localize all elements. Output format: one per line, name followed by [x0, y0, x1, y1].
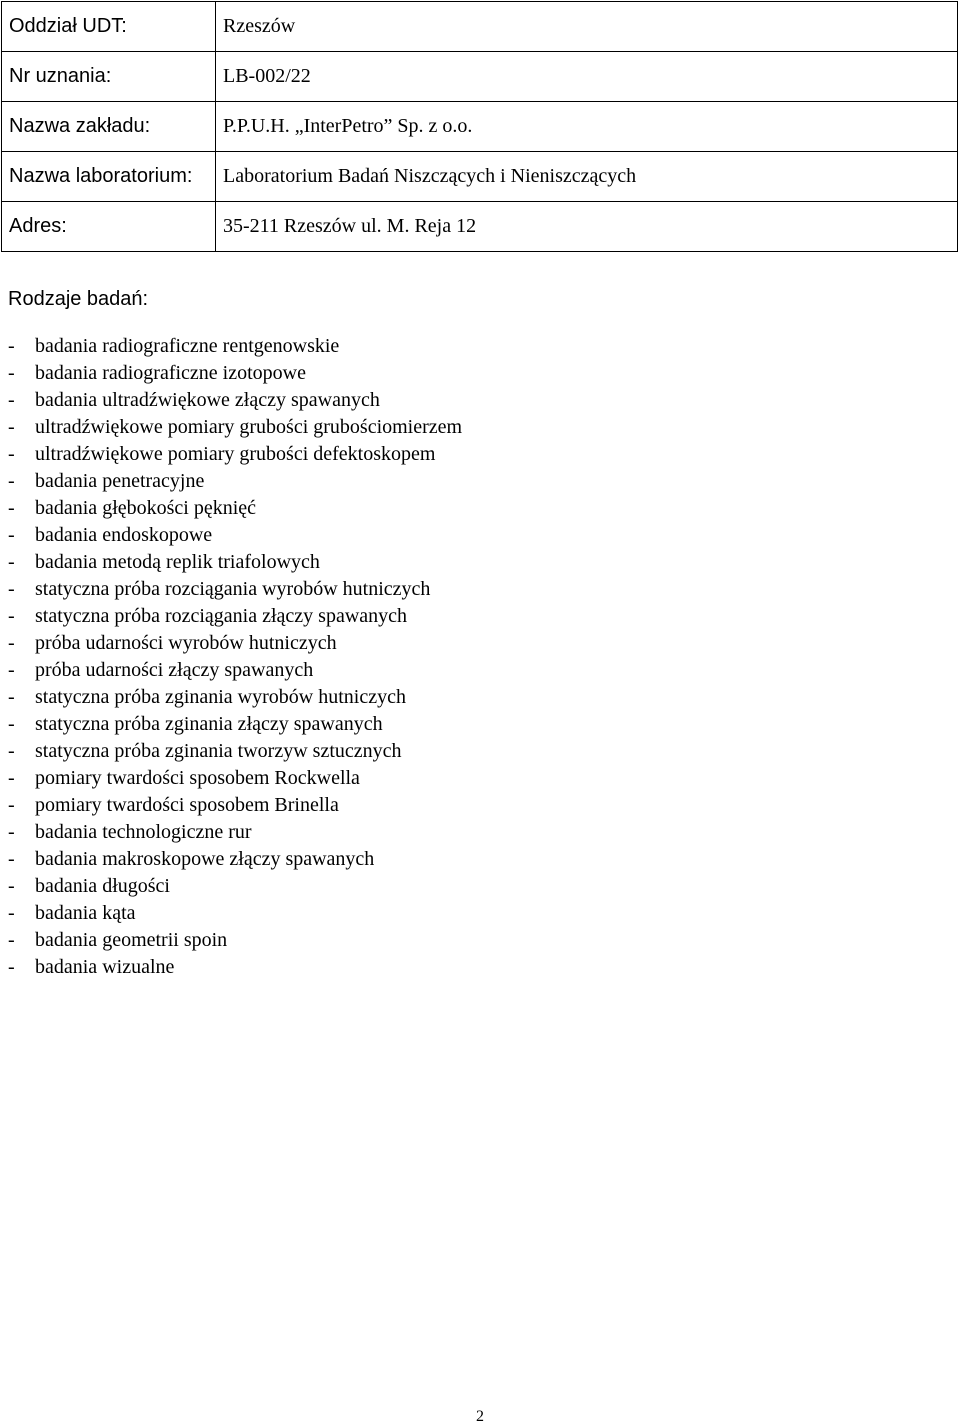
list-item: [8, 657, 462, 684]
list-item-text: statyczna próba zginania tworzyw sztucznych: [35, 740, 402, 762]
list-bullet: -: [8, 740, 15, 762]
branch-value: Rzeszów: [216, 2, 958, 52]
list-bullet: -: [8, 767, 15, 789]
list-bullet: -: [8, 632, 15, 654]
list-item-text: badania głębokości pęknięć: [35, 497, 257, 519]
list-item-text: badania kąta: [35, 902, 136, 924]
list-item-text: statyczna próba rozciągania złączy spawanych: [35, 605, 408, 627]
list-item: [8, 873, 462, 900]
recognition-label: Nr uznania:: [2, 52, 216, 102]
list-item: [8, 792, 462, 819]
list-item: [8, 900, 462, 927]
tests-heading: Rodzaje badań:: [8, 288, 149, 310]
list-item-text: badania endoskopowe: [35, 524, 213, 546]
list-item: [8, 522, 462, 549]
list-bullet: -: [8, 497, 15, 519]
list-item: [8, 603, 462, 630]
list-item: [8, 468, 462, 495]
list-item-text: badania wizualne: [35, 956, 175, 978]
list-item: [8, 927, 462, 954]
list-item: [8, 360, 462, 387]
list-bullet: -: [8, 605, 15, 627]
list-item: [8, 819, 462, 846]
list-bullet: -: [8, 470, 15, 492]
list-item: [8, 738, 462, 765]
list-item-text: badania długości: [35, 875, 170, 897]
list-bullet: -: [8, 362, 15, 384]
address-label: Adres:: [2, 202, 216, 252]
page-number: 2: [476, 1408, 484, 1425]
list-item-text: badania geometrii spoin: [35, 929, 228, 951]
list-item-text: badania ultradźwiękowe złączy spawanych: [35, 389, 380, 411]
company-value: P.P.U.H. „InterPetro” Sp. z o.o.: [216, 102, 958, 152]
list-item-text: pomiary twardości sposobem Brinella: [35, 794, 339, 816]
list-item-text: ultradźwiękowe pomiary grubości defektoskopem: [35, 443, 436, 465]
list-item-text: próba udarności wyrobów hutniczych: [35, 632, 337, 654]
list-item: [8, 441, 462, 468]
branch-label: Oddział UDT:: [2, 2, 216, 52]
company-label: Nazwa zakładu:: [2, 102, 216, 152]
list-item-text: statyczna próba rozciągania wyrobów hutniczych: [35, 578, 431, 600]
lab-label: Nazwa laboratorium:: [2, 152, 216, 202]
list-bullet: -: [8, 659, 15, 681]
list-bullet: -: [8, 902, 15, 924]
list-bullet: -: [8, 524, 15, 546]
list-bullet: -: [8, 443, 15, 465]
recognition-value: LB-002/22: [216, 52, 958, 102]
list-item-text: badania radiograficzne izotopowe: [35, 362, 306, 384]
list-item-text: badania technologiczne rur: [35, 821, 252, 843]
list-item-text: próba udarności złączy spawanych: [35, 659, 314, 681]
list-item: [8, 846, 462, 873]
list-bullet: -: [8, 578, 15, 600]
list-item: [8, 333, 462, 360]
list-item: [8, 954, 462, 981]
list-item-text: statyczna próba zginania złączy spawanych: [35, 713, 383, 735]
list-item: [8, 711, 462, 738]
list-item-text: badania penetracyjne: [35, 470, 205, 492]
list-item: [8, 684, 462, 711]
test-list: [8, 333, 462, 981]
info-row-branch: [2, 2, 958, 52]
list-item-text: badania metodą replik triafolowych: [35, 551, 320, 573]
list-item: [8, 414, 462, 441]
list-bullet: -: [8, 821, 15, 843]
list-bullet: -: [8, 416, 15, 438]
list-item: [8, 549, 462, 576]
list-item: [8, 495, 462, 522]
list-item-text: pomiary twardości sposobem Rockwella: [35, 767, 360, 789]
list-item-text: badania makroskopowe złączy spawanych: [35, 848, 375, 870]
list-item-text: badania radiograficzne rentgenowskie: [35, 335, 340, 357]
list-bullet: -: [8, 848, 15, 870]
info-row-address: [2, 202, 958, 252]
list-bullet: -: [8, 956, 15, 978]
info-row-company: [2, 102, 958, 152]
list-item: [8, 576, 462, 603]
list-item: [8, 630, 462, 657]
lab-value: Laboratorium Badań Niszczących i Nieniszczących: [216, 152, 958, 202]
list-item-text: ultradźwiękowe pomiary grubości grubościomierzem: [35, 416, 463, 438]
info-table: [1, 1, 958, 252]
list-item: [8, 387, 462, 414]
list-item: [8, 765, 462, 792]
info-row-recognition: [2, 52, 958, 102]
list-bullet: -: [8, 875, 15, 897]
list-bullet: -: [8, 794, 15, 816]
list-item-text: statyczna próba zginania wyrobów hutniczych: [35, 686, 406, 708]
list-bullet: -: [8, 335, 15, 357]
list-bullet: -: [8, 686, 15, 708]
list-bullet: -: [8, 713, 15, 735]
list-bullet: -: [8, 551, 15, 573]
address-value: 35-211 Rzeszów ul. M. Reja 12: [216, 202, 958, 252]
list-bullet: -: [8, 389, 15, 411]
list-bullet: -: [8, 929, 15, 951]
info-row-lab: [2, 152, 958, 202]
